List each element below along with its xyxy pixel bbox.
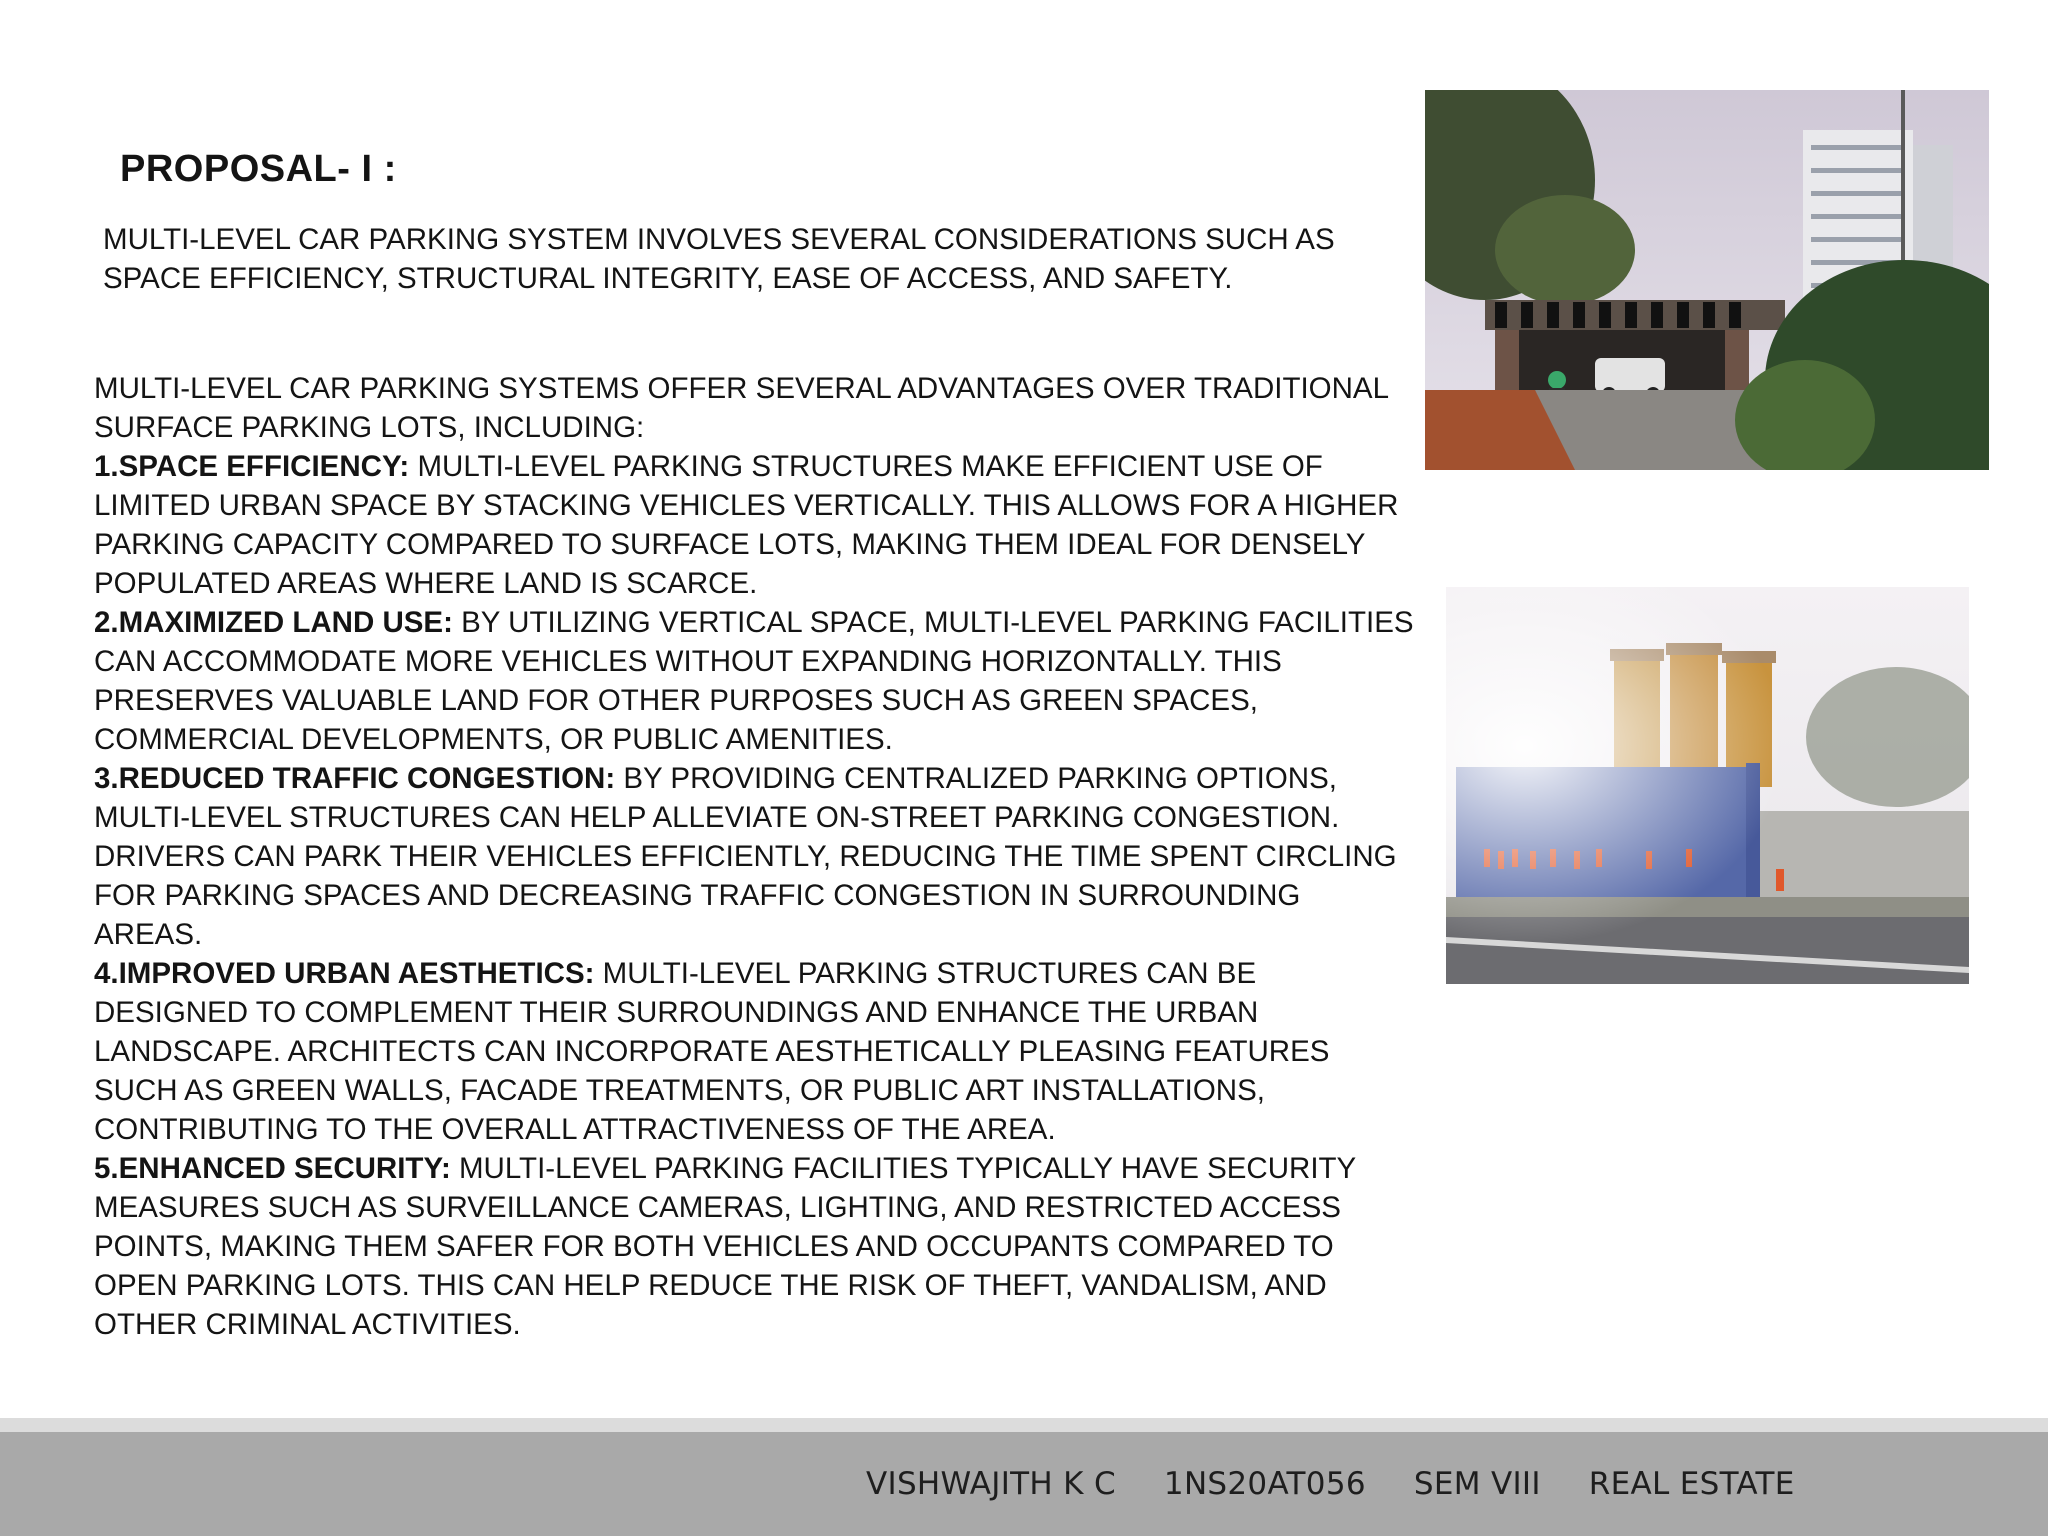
intro-paragraph: MULTI-LEVEL CAR PARKING SYSTEM INVOLVES SEVERAL CONSIDERATIONS SUCH AS SPACE EFFICIENCY, STRUCTURAL INTEGRITY, EASE OF ACCESS, AND SAFETY. (103, 223, 1335, 295)
advantage-heading: 5.ENHANCED SECURITY: (94, 1152, 451, 1185)
advantage-text: MULTI-LEVEL PARKING FACILITIES TYPICALLY HAVE SECURITY MEASURES SUCH AS SURVEILLANCE CAMERAS, LIGHTING, AND RESTRICTED ACCESS POINTS, MAKING THEM SAFER FOR BOTH VEHICLES AND OCCUPANTS COMPARED TO OPEN PARKING LOTS. THIS CAN HELP REDUCE THE RISK OF THEFT, VANDALISM, AND OTHER CRIMINAL ACTIVITIES. (94, 1152, 1356, 1341)
semester-label: SEM VIII (1413, 1466, 1541, 1502)
site-photo-construction (1446, 587, 1969, 984)
site-photo-underpass (1425, 90, 1989, 470)
advantage-heading: 3.REDUCED TRAFFIC CONGESTION: (94, 762, 616, 795)
advantage-text: BY PROVIDING CENTRALIZED PARKING OPTIONS, MULTI-LEVEL STRUCTURES CAN HELP ALLEVIATE ON-STREET PARKING CONGESTION. DRIVERS CAN PARK THEIR VEHICLES EFFICIENTLY, REDUCING THE TIME SPENT CIRCLING FOR PARKING SPACES AND DECREASING TRAFFIC CONGESTION IN SURROUNDING AREAS. (94, 762, 1397, 951)
advantages-section (94, 369, 1414, 1344)
footer-info (866, 1466, 1795, 1502)
advantage-item-security (94, 1149, 1414, 1344)
student-usn: 1NS20AT056 (1163, 1466, 1366, 1502)
slide-title: PROPOSAL- I : (120, 148, 397, 190)
advantage-item-space-efficiency (94, 447, 1414, 603)
advantage-heading: 1.SPACE EFFICIENCY: (94, 450, 410, 483)
advantage-heading: 4.IMPROVED URBAN AESTHETICS: (94, 957, 595, 990)
subject-label: REAL ESTATE (1588, 1466, 1795, 1502)
advantages-lead: MULTI-LEVEL CAR PARKING SYSTEMS OFFER SEVERAL ADVANTAGES OVER TRADITIONAL SURFACE PARKING LOTS, INCLUDING: (94, 372, 1388, 444)
footer-divider (0, 1418, 2048, 1432)
advantage-item-traffic (94, 759, 1414, 954)
advantage-item-aesthetics (94, 954, 1414, 1149)
advantage-item-land-use (94, 603, 1414, 759)
advantage-text: MULTI-LEVEL PARKING STRUCTURES CAN BE DESIGNED TO COMPLEMENT THEIR SURROUNDINGS AND ENHANCE THE URBAN LANDSCAPE. ARCHITECTS CAN INCORPORATE AESTHETICALLY PLEASING FEATURES SUCH AS GREEN WALLS, FACADE TREATMENTS, OR PUBLIC ART INSTALLATIONS, CONTRIBUTING TO THE OVERALL ATTRACTIVENESS OF THE AREA. (94, 957, 1330, 1146)
footer-bar (0, 1432, 2048, 1536)
advantage-text: MULTI-LEVEL PARKING STRUCTURES MAKE EFFICIENT USE OF LIMITED URBAN SPACE BY STACKING VEHICLES VERTICALLY. THIS ALLOWS FOR A HIGHER PARKING CAPACITY COMPARED TO SURFACE LOTS, MAKING THEM IDEAL FOR DENSELY POPULATED AREAS WHERE LAND IS SCARCE. (94, 450, 1399, 600)
advantage-text: BY UTILIZING VERTICAL SPACE, MULTI-LEVEL PARKING FACILITIES CAN ACCOMMODATE MORE VEHICLES WITHOUT EXPANDING HORIZONTALLY. THIS PRESERVES VALUABLE LAND FOR OTHER PURPOSES SUCH AS GREEN SPACES, COMMERCIAL DEVELOPMENTS, OR PUBLIC AMENITIES. (94, 606, 1414, 756)
student-name: VISHWAJITH K C (866, 1466, 1116, 1502)
advantage-heading: 2.MAXIMIZED LAND USE: (94, 606, 453, 639)
